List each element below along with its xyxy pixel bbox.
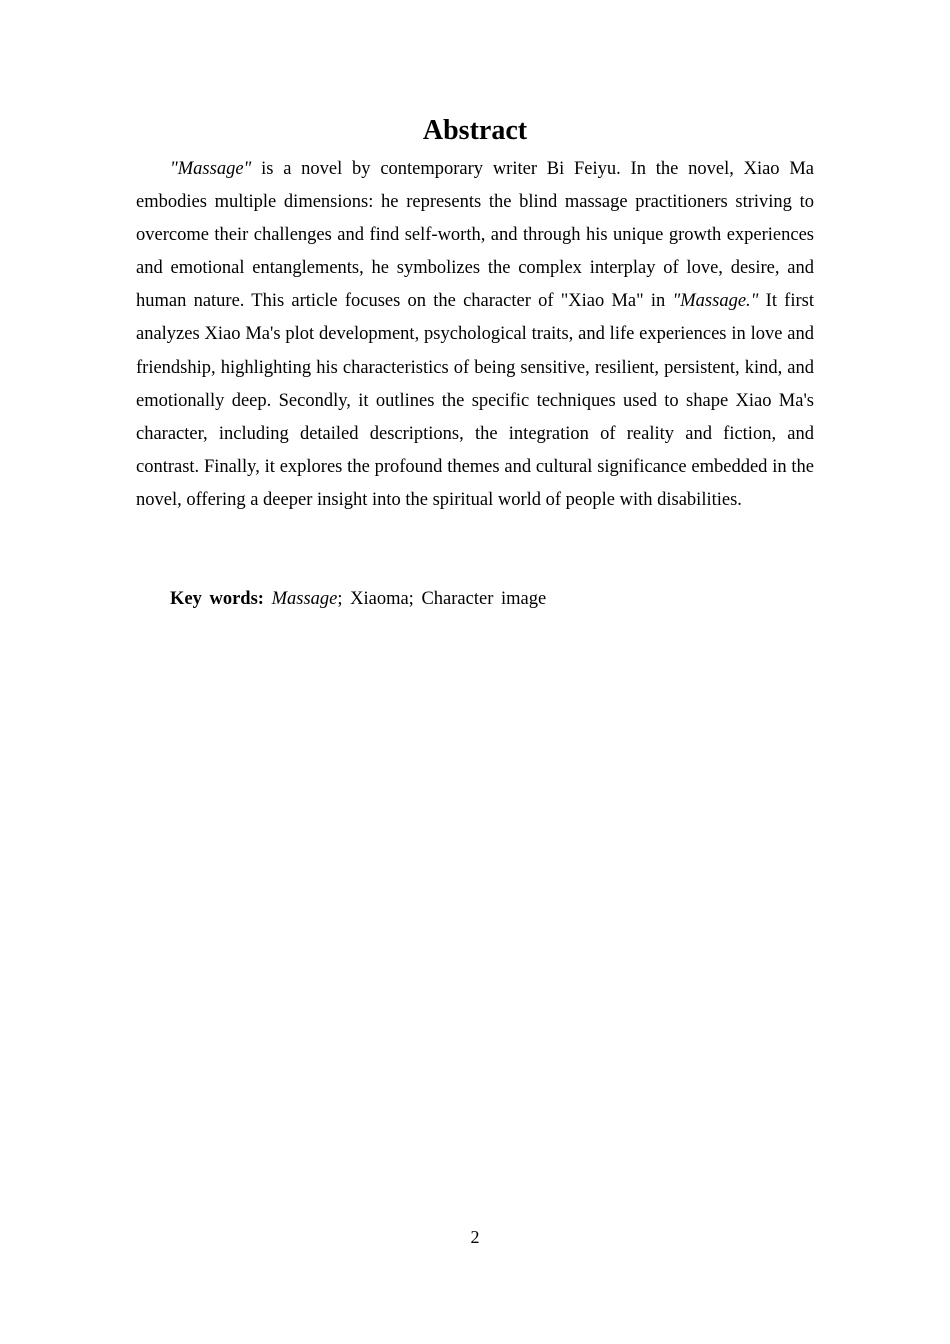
abstract-title: Abstract — [422, 115, 528, 146]
abstract-paragraph — [136, 153, 814, 517]
novel-title-italic: "Massage" — [170, 159, 252, 179]
keyword-character: Character — [421, 589, 494, 609]
keyword-xiaoma: Xiaoma; — [350, 589, 414, 609]
keyword-image: image — [500, 589, 547, 609]
keywords-line — [136, 583, 814, 616]
keyword-massage: Massage — [271, 589, 338, 609]
novel-title-italic-inline: "Massage." — [672, 291, 759, 312]
page-number: 2 — [470, 1227, 480, 1247]
abstract-text-part-1: is a novel by contemporary writer Bi Feiyu. In the novel, Xiao Ma embodies multiple dimensions: he represents the blind massage practitioners striving to overcome their challenges and find self-worth, and through his unique growth experiences and emotional entanglements, he symbolizes the complex interplay of love, desire, and human nature. This article focuses on the character of "Xiao Ma" in — [136, 159, 814, 312]
abstract-text-part-2: It first analyzes Xiao Ma's plot development, psychological traits, and life experiences in love and friendship, highlighting his characteristics of being sensitive, resilient, persistent, kind, and emotionally deep. Secondly, it outlines the specific techniques used to shape Xiao Ma's character, including detailed descriptions, the integration of reality and fiction, and contrast. Finally, it explores the profound themes and cultural significance embedded in the novel, offering a deeper insight into the spiritual world of people with disabilities. — [136, 291, 814, 510]
keywords-label: Key words: — [170, 589, 264, 609]
keyword-separator: ; — [337, 589, 343, 609]
